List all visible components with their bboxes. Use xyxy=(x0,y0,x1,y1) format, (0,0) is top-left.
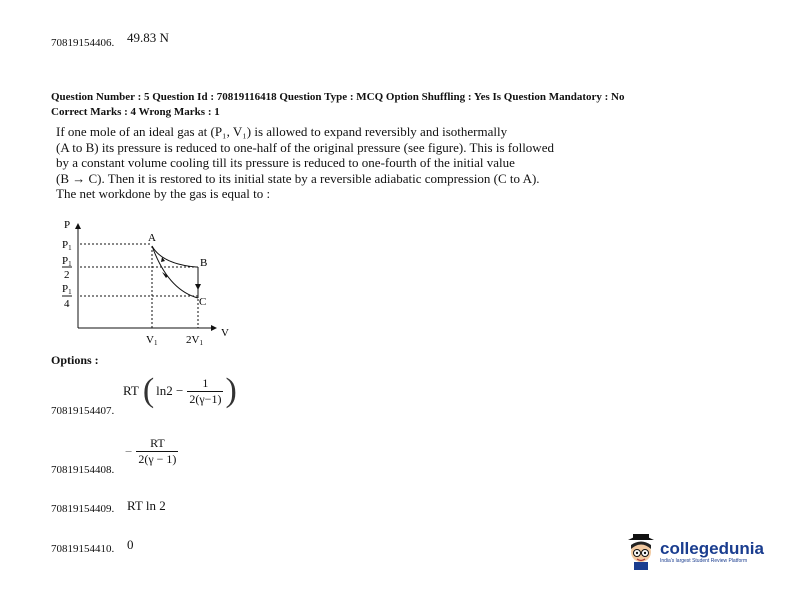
paren-left: ( xyxy=(142,372,155,409)
prev-option-value: 49.83 N xyxy=(127,30,169,45)
option-2-fraction xyxy=(136,436,178,467)
option-4-text[interactable]: 0 xyxy=(127,537,134,552)
question-line: by a constant volume cooling till its pressure is reduced to one-fourth of the initial value xyxy=(56,155,515,170)
label-v1: V1 xyxy=(146,334,158,347)
option-1-expr[interactable] xyxy=(123,372,237,410)
label-p-quarter-den: 4 xyxy=(64,298,70,310)
paren-right: ) xyxy=(225,372,237,409)
option-3-text[interactable]: RT ln 2 xyxy=(127,498,166,513)
option-3-id: 70819154409. xyxy=(51,503,115,515)
option-2-frac-den: 2(γ − 1) xyxy=(138,452,177,466)
label-v2: 2V1 xyxy=(186,334,203,347)
arrow-bc xyxy=(195,284,201,290)
point-a-label: A xyxy=(148,232,156,244)
prev-option-id: 70819154406. xyxy=(51,37,115,49)
options-label: Options : xyxy=(51,353,99,367)
question-line: (B → C). Then it is restored to its initial state by a reversible adiabatic compression (C to A). xyxy=(56,170,540,186)
question-line: The net workdone by the gas is equal to : xyxy=(56,186,271,201)
point-b-label: B xyxy=(200,257,208,269)
option-1-fraction xyxy=(187,376,223,407)
label-p1: P1 xyxy=(62,239,72,252)
option-1-expr-start: ln2 − xyxy=(156,383,184,398)
pv-diagram xyxy=(40,210,250,360)
label-p-half-den: 2 xyxy=(64,269,70,281)
v-axis-label: V xyxy=(221,327,229,339)
question-text xyxy=(56,124,596,202)
label-p-quarter-num: P1 xyxy=(62,283,72,296)
logo-tagline: India's largest Student Review Platform xyxy=(660,558,748,564)
option-2-sign: − xyxy=(125,443,133,459)
option-1-frac-den: 2(γ−1) xyxy=(189,391,222,406)
question-line: (A to B) its pressure is reduced to one-half of the original pressure (see figure). This is followed xyxy=(56,139,554,155)
marks-line: Correct Marks : 4 Wrong Marks : 1 xyxy=(51,106,220,118)
mascot-icon xyxy=(624,532,658,572)
option-1-frac-num: 1 xyxy=(187,376,223,392)
isothermal-curve xyxy=(152,246,196,267)
collegedunia-logo[interactable] xyxy=(624,532,764,572)
option-1-id: 70819154407. xyxy=(51,405,115,417)
option-1-prefix: RT xyxy=(123,383,139,398)
p-axis-label: P xyxy=(64,219,71,231)
option-2-id: 70819154408. xyxy=(51,464,115,476)
option-4-id: 70819154410. xyxy=(51,543,115,555)
option-2-frac-num: RT xyxy=(136,436,178,452)
label-p-half-num: P1 xyxy=(62,255,72,268)
logo-text xyxy=(660,540,764,564)
question-line: If one mole of an ideal gas at (P₁, V₁) is allowed to expand reversibly and isothermally xyxy=(56,124,508,139)
logo-brand: collegedunia xyxy=(660,539,764,558)
option-2-expr[interactable] xyxy=(125,436,178,467)
point-c-label: C xyxy=(199,296,207,308)
question-header: Question Number : 5 Question Id : 70819116418 Question Type : MCQ Option Shuffling : Yes Is Question Mandatory : No xyxy=(51,91,625,103)
